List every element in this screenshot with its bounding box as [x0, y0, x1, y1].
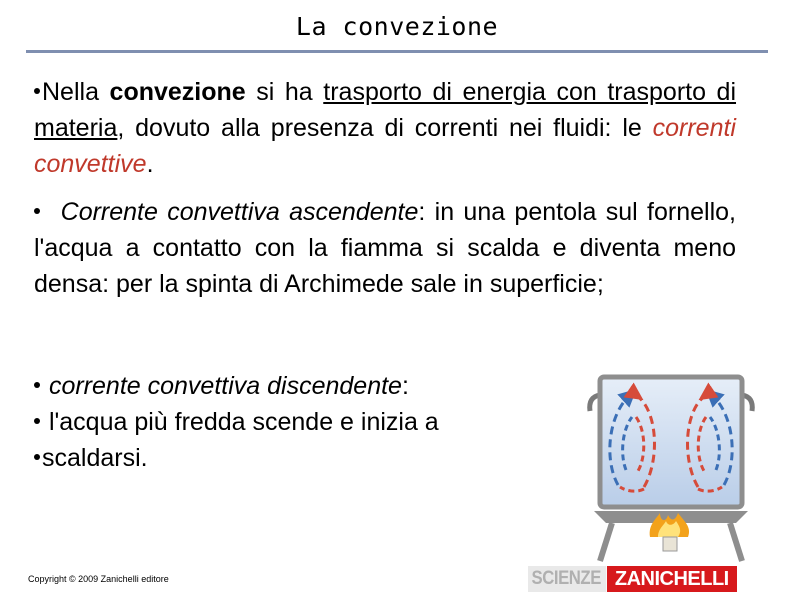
bullet-icon: [34, 88, 40, 94]
paragraph-descending-current: [34, 368, 564, 476]
p1-text-3: , dovuto alla presenza di correnti nei fluidi: le: [117, 114, 653, 142]
bullet-icon: [34, 382, 40, 388]
p1-text-4: .: [146, 150, 154, 178]
p3-line-1: [34, 368, 564, 404]
p2-text: : in una pentola sul fornello, l'acqua a contatto con la fiamma si scalda e diventa meno densa: per la spinta di Archimede sale in superficie;: [34, 198, 736, 298]
p3-line-3: [34, 440, 564, 476]
p1-keyword-correnti-convettive: correnti convettive: [34, 114, 736, 178]
p3-text-3: scaldarsi.: [42, 444, 148, 472]
paragraph-ascending-current: [34, 194, 736, 302]
p3-keyword-discendente: corrente convettiva discendente: [48, 372, 402, 400]
p3-line-2: [34, 404, 564, 440]
p3-text-2: l'acqua più fredda scende e inizia a: [48, 408, 439, 436]
publisher-logo: [528, 566, 737, 592]
title-divider: [26, 50, 768, 53]
convection-pot-illustration: [560, 365, 775, 565]
p1-text-2: si ha: [245, 78, 324, 106]
bullet-icon: [34, 208, 40, 214]
p1-keyword-convezione: convezione: [109, 78, 246, 106]
slide-title: La convezione: [295, 12, 499, 41]
bullet-icon: [34, 454, 40, 460]
p2-keyword-ascendente: Corrente convettiva ascendente: [60, 198, 419, 226]
logo-scienze: SCIENZE: [528, 566, 606, 592]
paragraph-convection-definition: [34, 74, 736, 182]
p1-underlined-phrase: trasporto di energia con trasporto di materia: [34, 78, 737, 142]
bullet-icon: [34, 418, 40, 424]
logo-zanichelli: ZANICHELLI: [607, 566, 737, 592]
p1-text-1: Nella: [42, 78, 110, 106]
copyright-text: Copyright © 2009 Zanichelli editore: [28, 574, 169, 584]
p3-colon: :: [401, 372, 409, 400]
